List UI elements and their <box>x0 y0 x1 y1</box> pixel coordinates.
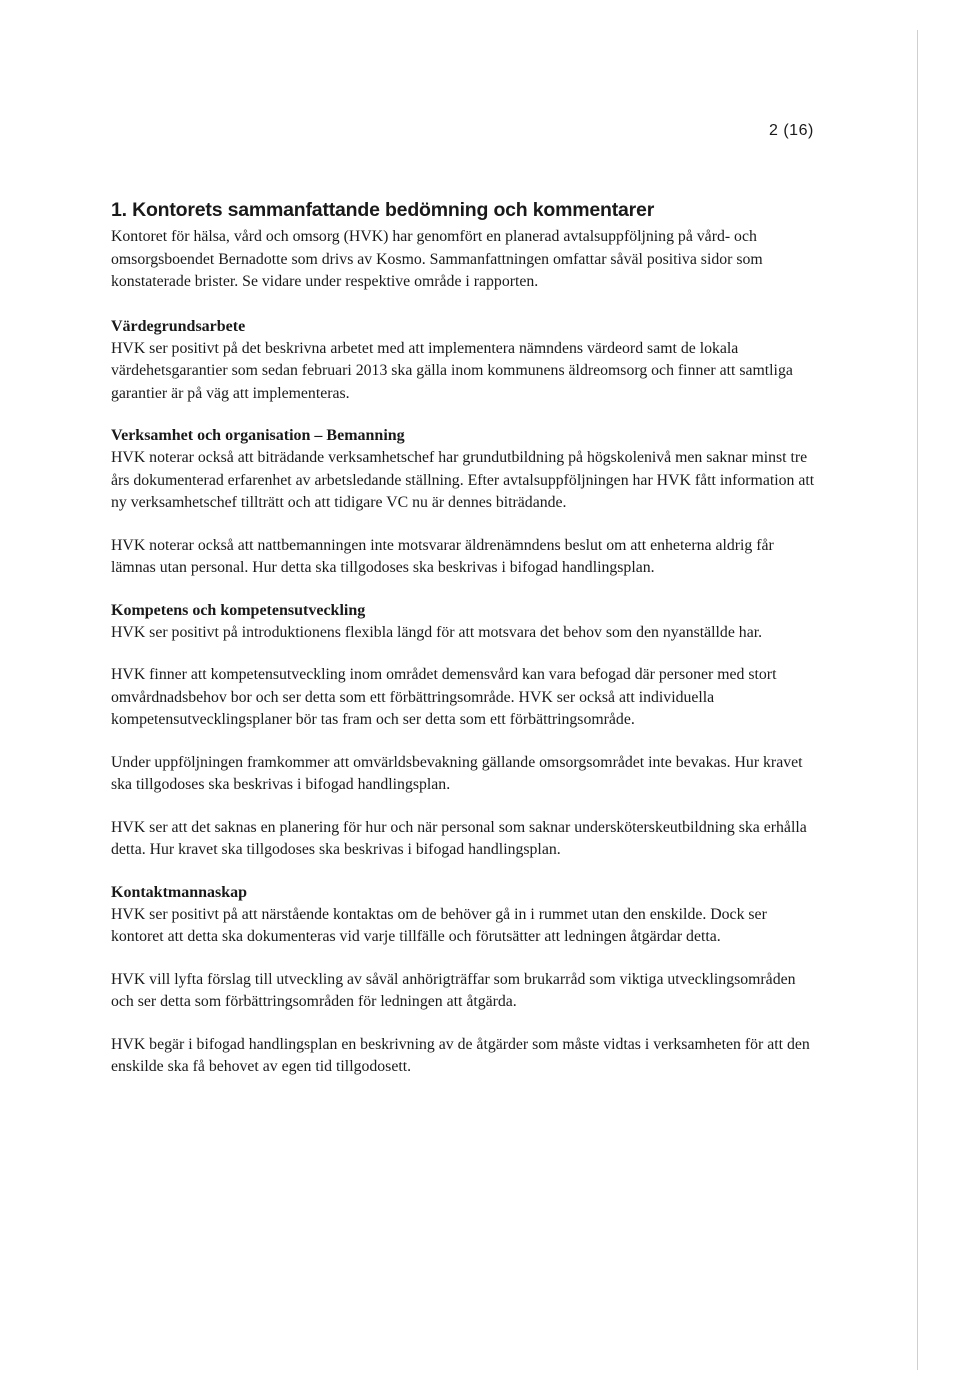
paragraph: HVK ser positivt på att närstående kontaktas om de behöver gå in i rummet utan den enskilde. Dock ser kontoret att detta ska dokumenteras vid varje tillfälle och förutsätter att ledningen åtgärdar detta. <box>111 905 767 945</box>
paragraph: Under uppföljningen framkommer att omvärldsbevakning gällande omsorgsområdet inte bevakas. Hur kravet ska tillgodoses ska beskrivas i bifogad handlingsplan. <box>111 753 803 793</box>
paragraph: HVK finner att kompetensutveckling inom området demensvård kan vara befogad där personer med stort omvårdnadsbehov bor och ser detta som ett förbättringsområde. HVK ser också att individuella kompetensutvecklingsplaner bör tas fram och ser detta som ett förbättringsområde. <box>111 666 777 728</box>
paragraph: HVK ser positivt på det beskrivna arbetet med att implementera nämndens värdeord samt de lokala värdehetsgarantier som sedan februari 2013 ska gälla inom kommunens äldreomsorg och finner att samtliga garantier är på väg att implementeras. <box>111 339 793 402</box>
section-kontaktmannaskap <box>111 882 821 1079</box>
paragraph: HVK vill lyfta förslag till utveckling av såväl anhörigträffar som brukarråd som viktiga utvecklingsområden och ser detta som förbättringsområden för ledningen att åtgärda. <box>111 970 796 1010</box>
paragraph: HVK ser positivt på introduktionens flexibla längd för att motsvara det behov som den nyanställde har. <box>111 623 763 641</box>
section-title: Kompetens och kompetensutveckling <box>111 601 366 619</box>
paragraph: HVK ser att det saknas en planering för hur och när personal som saknar undersköterskeutbildning ska erhålla detta. Hur kravet ska tillgodoses ska beskrivas i bifogad handlingsplan. <box>111 818 807 858</box>
intro-paragraph: Kontoret för hälsa, vård och omsorg (HVK) har genomfört en planerad avtalsuppföljning på vård- och omsorgsboendet Bernadotte som drivs av Kosmo. Sammanfattningen omfattar såväl positiva sidor som konstaterade brister. Se vidare under respektive område i rapporten. <box>111 228 763 290</box>
paragraph: HVK noterar också att nattbemanningen inte motsvarar äldrenämndens beslut om att enheterna aldrig får lämnas utan personal. Hur detta ska tillgodoses ska beskrivas i bifogad handlingsplan. <box>111 536 774 576</box>
section-kompetens <box>111 600 821 862</box>
section-heading: 1. Kontorets sammanfattande bedömning och kommentarer <box>111 199 655 221</box>
page-edge-rule <box>917 30 918 1370</box>
section-vardegrund <box>111 316 821 406</box>
section-title: Kontaktmannaskap <box>111 883 248 901</box>
section-title: Verksamhet och organisation – Bemanning <box>111 427 405 444</box>
paragraph: HVK noterar också att biträdande verksamhetschef har grundutbildning på högskolenivå men saknar minst tre års dokumenterad erfarenhet av arbetsledande ställning. Efter avtalsuppföljningen har HVK fått information att ny verksamhetschef tillträtt och att tidigare VC nu är dennes biträdande. <box>111 449 815 511</box>
section-title: Värdegrundsarbete <box>111 317 246 335</box>
section-verksamhet <box>111 425 821 580</box>
document-body <box>111 198 821 1099</box>
page-number: 2 (16) <box>769 122 814 139</box>
paragraph: HVK begär i bifogad handlingsplan en beskrivning av de åtgärder som måste vidtas i verksamheten för att den enskilde ska få behovet av egen tid tillgodosett. <box>111 1035 810 1075</box>
